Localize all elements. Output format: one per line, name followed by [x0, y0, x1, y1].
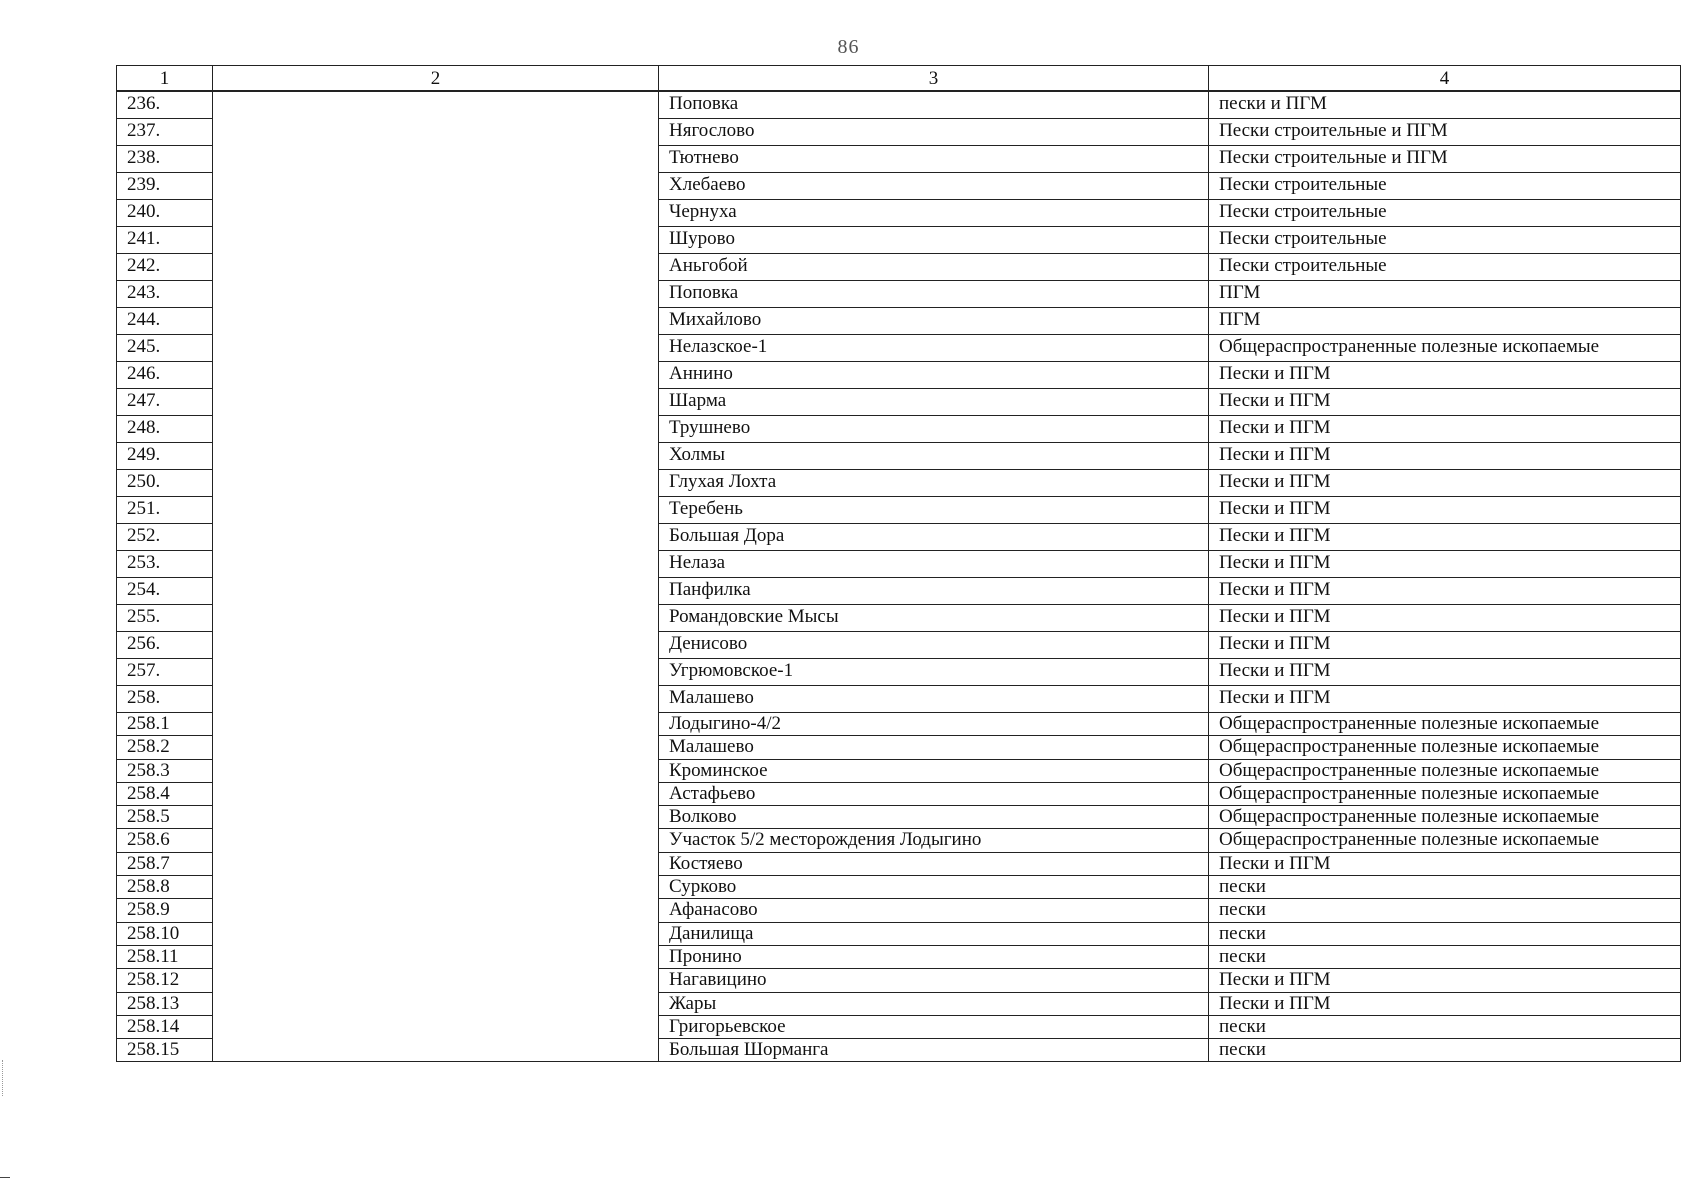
cell-deposit-name: Шарма — [659, 389, 1209, 416]
table-row — [117, 443, 1681, 470]
cell-mineral-type: Общераспространенные полезные ископаемые — [1209, 759, 1681, 782]
table-row — [117, 524, 1681, 551]
column-header-4: 4 — [1209, 66, 1681, 92]
cell-number: 258.7 — [117, 852, 213, 875]
table-row — [117, 91, 1681, 119]
cell-empty — [213, 443, 659, 470]
cell-mineral-type: Пески и ПГМ — [1209, 362, 1681, 389]
cell-number: 258. — [117, 686, 213, 713]
cell-mineral-type: Общераспространенные полезные ископаемые — [1209, 806, 1681, 829]
table-row — [117, 713, 1681, 736]
cell-mineral-type: Пески и ПГМ — [1209, 578, 1681, 605]
table-row — [117, 605, 1681, 632]
cell-number: 257. — [117, 659, 213, 686]
cell-number: 240. — [117, 200, 213, 227]
table-row — [117, 782, 1681, 805]
table-row — [117, 829, 1681, 852]
cell-empty — [213, 362, 659, 389]
cell-empty — [213, 969, 659, 992]
cell-number: 247. — [117, 389, 213, 416]
cell-mineral-type: Пески и ПГМ — [1209, 389, 1681, 416]
cell-deposit-name: Афанасово — [659, 899, 1209, 922]
cell-number: 252. — [117, 524, 213, 551]
cell-number: 239. — [117, 173, 213, 200]
cell-number: 237. — [117, 119, 213, 146]
cell-empty — [213, 632, 659, 659]
cell-number: 258.8 — [117, 876, 213, 899]
cell-number: 251. — [117, 497, 213, 524]
table-row — [117, 922, 1681, 945]
cell-number: 258.14 — [117, 1015, 213, 1038]
cell-mineral-type: Пески и ПГМ — [1209, 470, 1681, 497]
cell-empty — [213, 173, 659, 200]
cell-deposit-name: Чернуха — [659, 200, 1209, 227]
margin-marks — [2, 1060, 11, 1096]
cell-deposit-name: Поповка — [659, 281, 1209, 308]
cell-empty — [213, 578, 659, 605]
column-header-2: 2 — [213, 66, 659, 92]
table-row — [117, 200, 1681, 227]
cell-number: 258.13 — [117, 992, 213, 1015]
cell-deposit-name: Нелазское-1 — [659, 335, 1209, 362]
cell-mineral-type: ПГМ — [1209, 308, 1681, 335]
cell-empty — [213, 335, 659, 362]
table-row — [117, 497, 1681, 524]
cell-deposit-name: Пронино — [659, 945, 1209, 968]
cell-deposit-name: Волково — [659, 806, 1209, 829]
cell-number: 258.6 — [117, 829, 213, 852]
cell-mineral-type: Пески и ПГМ — [1209, 632, 1681, 659]
cell-empty — [213, 782, 659, 805]
cell-deposit-name: Денисово — [659, 632, 1209, 659]
cell-number: 248. — [117, 416, 213, 443]
table-header-row — [117, 66, 1681, 92]
cell-empty — [213, 899, 659, 922]
cell-empty — [213, 524, 659, 551]
table-row — [117, 389, 1681, 416]
cell-deposit-name: Большая Дора — [659, 524, 1209, 551]
cell-empty — [213, 876, 659, 899]
deposits-table — [116, 65, 1681, 1062]
table-row — [117, 736, 1681, 759]
cell-deposit-name: Кроминское — [659, 759, 1209, 782]
cell-number: 250. — [117, 470, 213, 497]
table-row — [117, 969, 1681, 992]
cell-mineral-type: пески — [1209, 1039, 1681, 1062]
cell-mineral-type: Пески строительные — [1209, 227, 1681, 254]
cell-deposit-name: Малашево — [659, 686, 1209, 713]
cell-number: 255. — [117, 605, 213, 632]
cell-mineral-type: Пески строительные — [1209, 254, 1681, 281]
table-row — [117, 659, 1681, 686]
cell-deposit-name: Григорьевское — [659, 1015, 1209, 1038]
cell-number: 241. — [117, 227, 213, 254]
cell-empty — [213, 945, 659, 968]
cell-deposit-name: Сурково — [659, 876, 1209, 899]
cell-mineral-type: пески — [1209, 922, 1681, 945]
cell-number: 238. — [117, 146, 213, 173]
cell-deposit-name: Теребень — [659, 497, 1209, 524]
cell-empty — [213, 119, 659, 146]
cell-empty — [213, 806, 659, 829]
table-row — [117, 362, 1681, 389]
cell-empty — [213, 1015, 659, 1038]
cell-empty — [213, 146, 659, 173]
table-row — [117, 119, 1681, 146]
cell-mineral-type: Пески и ПГМ — [1209, 969, 1681, 992]
table-row — [117, 806, 1681, 829]
cell-mineral-type: Пески и ПГМ — [1209, 443, 1681, 470]
table-row — [117, 470, 1681, 497]
cell-deposit-name: Шурово — [659, 227, 1209, 254]
cell-deposit-name: Данилища — [659, 922, 1209, 945]
cell-number: 242. — [117, 254, 213, 281]
cell-mineral-type: Общераспространенные полезные ископаемые — [1209, 713, 1681, 736]
cell-number: 258.3 — [117, 759, 213, 782]
cell-deposit-name: Аннино — [659, 362, 1209, 389]
cell-mineral-type: пески — [1209, 945, 1681, 968]
cell-deposit-name: Лодыгино-4/2 — [659, 713, 1209, 736]
cell-deposit-name: Тютнево — [659, 146, 1209, 173]
cell-mineral-type: Пески и ПГМ — [1209, 852, 1681, 875]
cell-empty — [213, 416, 659, 443]
table-row — [117, 335, 1681, 362]
cell-empty — [213, 992, 659, 1015]
table-row — [117, 227, 1681, 254]
cell-number: 249. — [117, 443, 213, 470]
cell-mineral-type: пески — [1209, 876, 1681, 899]
cell-number: 246. — [117, 362, 213, 389]
cell-mineral-type: Пески и ПГМ — [1209, 992, 1681, 1015]
cell-deposit-name: Холмы — [659, 443, 1209, 470]
cell-empty — [213, 470, 659, 497]
table-row — [117, 759, 1681, 782]
cell-number: 258.12 — [117, 969, 213, 992]
cell-deposit-name: Угрюмовское-1 — [659, 659, 1209, 686]
cell-empty — [213, 852, 659, 875]
cell-number: 258.10 — [117, 922, 213, 945]
cell-empty — [213, 605, 659, 632]
cell-mineral-type: Пески строительные и ПГМ — [1209, 146, 1681, 173]
table-row — [117, 945, 1681, 968]
cell-number: 256. — [117, 632, 213, 659]
table-row — [117, 876, 1681, 899]
cell-number: 236. — [117, 91, 213, 119]
table-row — [117, 254, 1681, 281]
cell-deposit-name: Трушнево — [659, 416, 1209, 443]
table-row — [117, 578, 1681, 605]
cell-deposit-name: Участок 5/2 месторождения Лодыгино — [659, 829, 1209, 852]
cell-number: 258.5 — [117, 806, 213, 829]
column-header-3: 3 — [659, 66, 1209, 92]
cell-number: 243. — [117, 281, 213, 308]
cell-number: 258.15 — [117, 1039, 213, 1062]
cell-deposit-name: Аньгобой — [659, 254, 1209, 281]
cell-deposit-name: Поповка — [659, 91, 1209, 119]
cell-mineral-type: пески и ПГМ — [1209, 91, 1681, 119]
cell-number: 258.9 — [117, 899, 213, 922]
cell-empty — [213, 713, 659, 736]
cell-deposit-name: Глухая Лохта — [659, 470, 1209, 497]
cell-number: 258.1 — [117, 713, 213, 736]
cell-deposit-name: Панфилка — [659, 578, 1209, 605]
table-body — [117, 91, 1681, 1062]
cell-deposit-name: Астафьево — [659, 782, 1209, 805]
cell-empty — [213, 200, 659, 227]
cell-empty — [213, 759, 659, 782]
cell-empty — [213, 91, 659, 119]
cell-mineral-type: Общераспространенные полезные ископаемые — [1209, 335, 1681, 362]
cell-mineral-type: Пески и ПГМ — [1209, 416, 1681, 443]
cell-number: 258.4 — [117, 782, 213, 805]
cell-mineral-type: Пески и ПГМ — [1209, 605, 1681, 632]
cell-mineral-type: пески — [1209, 1015, 1681, 1038]
cell-empty — [213, 254, 659, 281]
cell-empty — [213, 227, 659, 254]
cell-number: 244. — [117, 308, 213, 335]
cell-number: 245. — [117, 335, 213, 362]
table-row — [117, 1015, 1681, 1038]
cell-number: 258.11 — [117, 945, 213, 968]
cell-mineral-type: Пески и ПГМ — [1209, 524, 1681, 551]
table-row — [117, 632, 1681, 659]
cell-deposit-name: Нагавицино — [659, 969, 1209, 992]
cell-empty — [213, 1039, 659, 1062]
cell-empty — [213, 686, 659, 713]
cell-deposit-name: Нелаза — [659, 551, 1209, 578]
cell-mineral-type: Пески и ПГМ — [1209, 659, 1681, 686]
table-row — [117, 146, 1681, 173]
cell-mineral-type: Пески строительные — [1209, 173, 1681, 200]
table-row — [117, 416, 1681, 443]
table-row — [117, 992, 1681, 1015]
cell-deposit-name: Романдовские Мысы — [659, 605, 1209, 632]
column-header-1: 1 — [117, 66, 213, 92]
table-row — [117, 899, 1681, 922]
cell-mineral-type: пески — [1209, 899, 1681, 922]
cell-mineral-type: Общераспространенные полезные ископаемые — [1209, 782, 1681, 805]
cell-mineral-type: Пески строительные и ПГМ — [1209, 119, 1681, 146]
table-row — [117, 852, 1681, 875]
cell-number: 258.2 — [117, 736, 213, 759]
cell-mineral-type: Пески и ПГМ — [1209, 686, 1681, 713]
cell-empty — [213, 281, 659, 308]
cell-empty — [213, 389, 659, 416]
cell-number: 254. — [117, 578, 213, 605]
cell-mineral-type: Пески и ПГМ — [1209, 497, 1681, 524]
cell-empty — [213, 829, 659, 852]
cell-empty — [213, 659, 659, 686]
cell-deposit-name: Малашево — [659, 736, 1209, 759]
cell-deposit-name: Большая Шорманга — [659, 1039, 1209, 1062]
cell-deposit-name: Жары — [659, 992, 1209, 1015]
cell-mineral-type: Общераспространенные полезные ископаемые — [1209, 829, 1681, 852]
table-row — [117, 1039, 1681, 1062]
page-number: 86 — [837, 36, 860, 58]
cell-mineral-type: Общераспространенные полезные ископаемые — [1209, 736, 1681, 759]
cell-empty — [213, 922, 659, 945]
cell-deposit-name: Михайлово — [659, 308, 1209, 335]
table-row — [117, 281, 1681, 308]
cell-mineral-type: Пески строительные — [1209, 200, 1681, 227]
table-row — [117, 686, 1681, 713]
cell-deposit-name: Нягослово — [659, 119, 1209, 146]
cell-deposit-name: Костяево — [659, 852, 1209, 875]
cell-mineral-type: Пески и ПГМ — [1209, 551, 1681, 578]
cell-mineral-type: ПГМ — [1209, 281, 1681, 308]
table-row — [117, 173, 1681, 200]
cell-number: 253. — [117, 551, 213, 578]
cell-empty — [213, 308, 659, 335]
cell-empty — [213, 736, 659, 759]
cell-deposit-name: Хлебаево — [659, 173, 1209, 200]
cell-empty — [213, 497, 659, 524]
table-row — [117, 551, 1681, 578]
cell-empty — [213, 551, 659, 578]
table-row — [117, 308, 1681, 335]
margin-tick — [0, 1177, 10, 1178]
